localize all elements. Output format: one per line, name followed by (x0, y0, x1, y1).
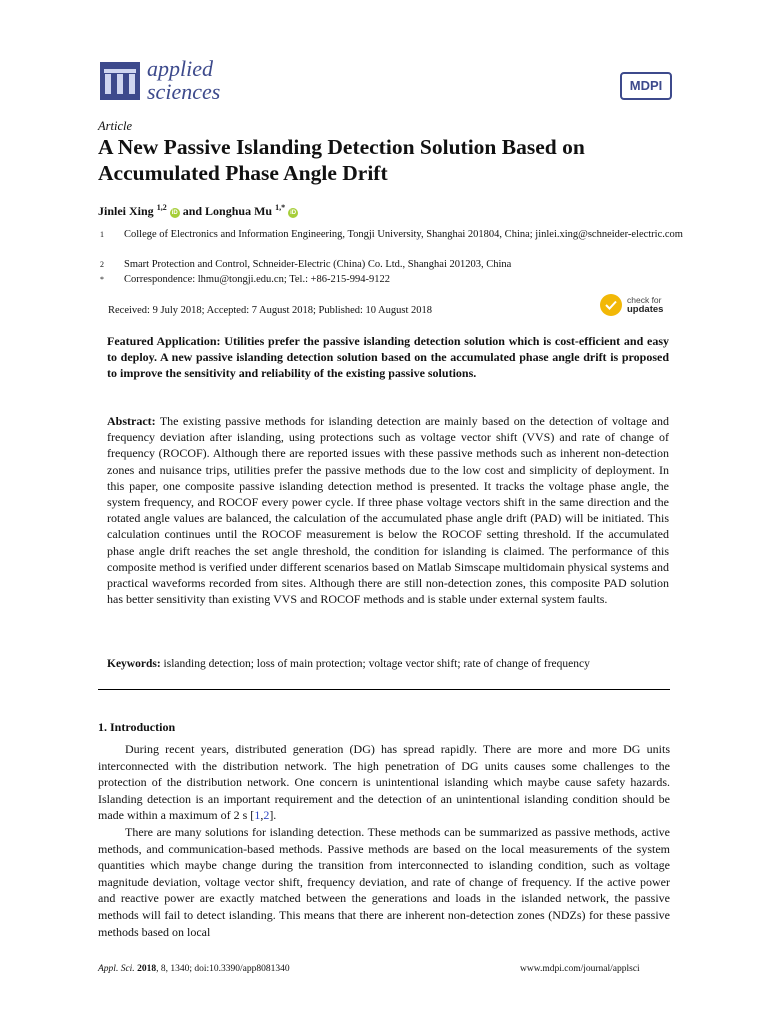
featured-application (107, 333, 669, 382)
correspondence-marker: * (100, 275, 104, 284)
footer-citation (98, 964, 290, 974)
keywords-label: Keywords: (107, 658, 161, 670)
intro-paragraph (98, 741, 670, 824)
article-type: Article (98, 119, 133, 133)
citation-close: ]. (269, 808, 277, 823)
correspondence-text[interactable]: Correspondence: lhmu@tongji.edu.cn; Tel.: +86-215-994-9122 (124, 274, 391, 285)
journal-name-line1: applied (147, 56, 213, 81)
abstract (107, 413, 669, 607)
footer-doi[interactable]: , 8, 1340; doi:10.3390/app8081340 (156, 964, 290, 974)
footer-url[interactable]: www.mdpi.com/journal/applsci (520, 964, 640, 974)
footer-year: 2018 (137, 964, 157, 974)
affiliation (100, 228, 683, 256)
check-for-updates-button[interactable] (600, 294, 680, 318)
keywords (107, 656, 669, 672)
publication-dates: Received: 9 July 2018; Accepted: 7 August 2018; Published: 10 August 2018 (108, 305, 433, 316)
check-for-updates-line2: updates (627, 304, 664, 315)
featured-application-label: Featured Application: (107, 334, 221, 348)
check-for-updates-line1: check for (627, 295, 662, 305)
publisher-logo: MDPI (620, 72, 672, 100)
affiliation (100, 258, 680, 272)
citation-separator: , (260, 808, 264, 823)
author-name[interactable]: Longhua Mu (205, 204, 273, 218)
affiliation-number: 2 (100, 260, 104, 269)
author-affiliation-marker: 1,* (275, 203, 286, 212)
journal-name (147, 57, 220, 103)
keywords-text: islanding detection; loss of main protection; voltage vector shift; rate of change of frequency (163, 658, 590, 670)
section-heading: 1. Introduction (98, 720, 176, 734)
article-title: A New Passive Islanding Detection Solution Based on Accumulated Phase Angle Drift (98, 135, 585, 185)
section-divider (98, 689, 670, 690)
check-mark-icon (600, 294, 622, 316)
author-name[interactable]: Jinlei Xing (98, 204, 154, 218)
orcid-icon[interactable]: iD (171, 210, 178, 216)
affiliation-number: 1 (100, 230, 104, 239)
author-separator: and (182, 204, 203, 218)
correspondence (100, 273, 680, 287)
featured-application-text: Utilities prefer the passive islanding detection solution which is cost-efficient and easy to deploy. A new passive islanding detection solution based on the accumulated phase angle drift is proposed to improve the sensitivity and reliability of the existing passive solutions. (107, 334, 670, 381)
affiliation-text: Smart Protection and Control, Schneider-Electric (China) Co. Ltd., Shanghai 201203, China (124, 259, 512, 270)
author-list (98, 203, 298, 219)
citation-link[interactable]: 2 (263, 808, 270, 823)
intro-paragraph (98, 824, 670, 940)
abstract-label: Abstract: (107, 414, 156, 428)
journal-logo-icon (100, 62, 140, 100)
footer-journal-abbr: Appl. Sci. (98, 964, 135, 974)
abstract-text: The existing passive methods for islanding detection are mainly based on the detection of voltage and frequency deviation after islanding, using protections such as voltage vector shift (VVS) and rate of change of frequency (ROCOF). Although there are reported issues with these passive methods such as inherent non-detection zones and nuisance trips, utilities prefer the passive methods due to the low cost and simplicity of deployment. In this paper, one composite passive islanding detection method is presented. It tracks the voltage phase angle, the system frequency, and ROCOF every power cycle. If three phase voltage vectors shift in the same direction and the rotated angle values are balanced, the calculation of the accumulated phase angle drift (PAD) will be initiated. This calculation continues until the ROCOF measurement is below the ROCOF setting threshold. If the accumulated phase angle drift reaches the set angle threshold, the condition for islanding is claimed. The performance of this composite method is verified under different scenarios based on Matlab Simscape multidomain physical systems and practical waveforms recorded from sites. Although there are still non-detection zones, this composite PAD solution has better sensitivity than existing VVS and ROCOF methods and is stable under external system faults. (107, 414, 669, 607)
author-affiliation-marker: 1,2 (156, 203, 167, 212)
intro-paragraph-text: During recent years, distributed generation (DG) has spread rapidly. There are more and more DG units interconnected with the distribution network. The high penetration of DG units causes some challenges to the protection of the distribution network. One concern is unintentional islanding which maybe cause safety hazards. Islanding detection is an important requirement and the detection of an unintentional islanding condition should be made within a maximum of 2 s [ (98, 742, 670, 823)
intro-paragraph-text: There are many solutions for islanding detection. These methods can be summarized as passive methods, active methods, and communication-based methods. Passive methods are based on the local measurements of the system quantities which maybe change during the transition from interconnected to islanding condition, such as voltage magnitude deviation, voltage vector shift, frequency deviation, and rate of change of frequency. If the active power and reactive power are exactly matched between the generations and loads in the islanded network, the passive methods will fail to detect islanding. This means that there are inherent non-detection zones (NDZs) for these passive methods based on local (98, 825, 670, 939)
journal-name-line2: sciences (147, 79, 221, 104)
affiliation-text: College of Electronics and Information Engineering, Tongji University, Shanghai 201804, China; jinlei.xing@schneider-electric.com (124, 229, 683, 240)
orcid-icon[interactable]: iD (290, 210, 297, 216)
citation-link[interactable]: 1 (254, 808, 261, 823)
